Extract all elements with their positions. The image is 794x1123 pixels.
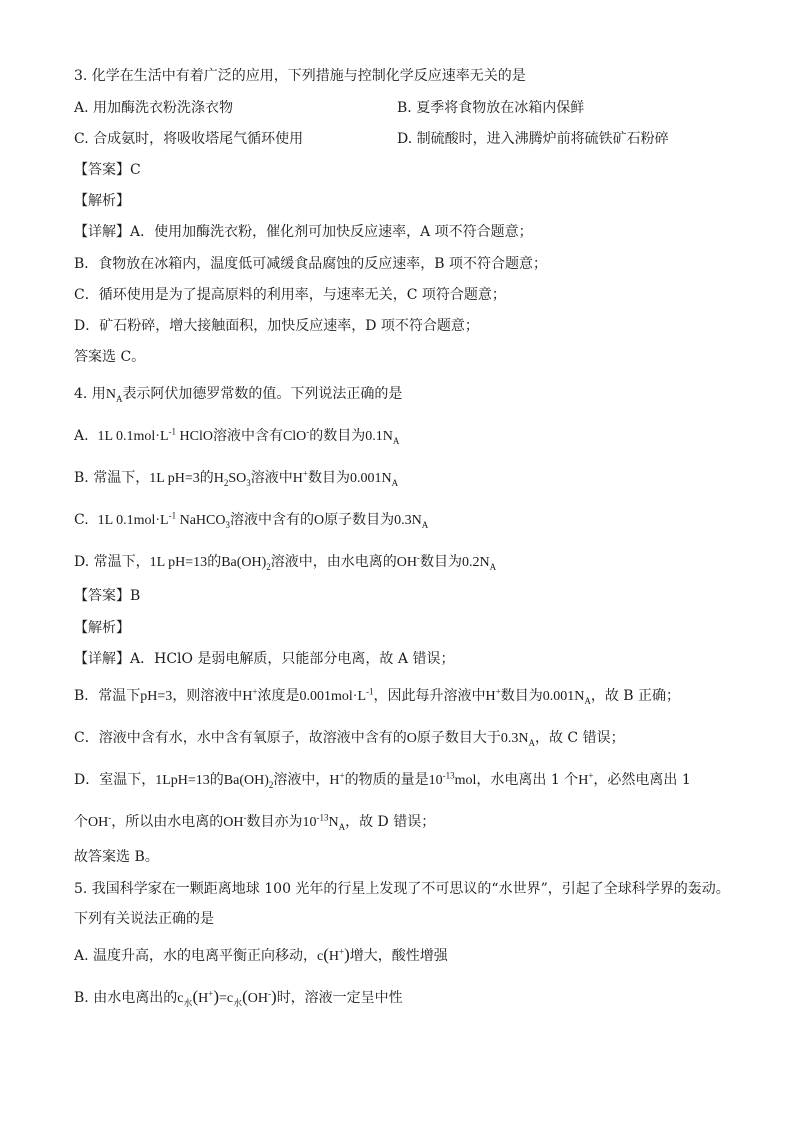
q4-option-d (74, 553, 496, 572)
text: ，所以由水电离的 (111, 814, 224, 830)
math-sub: A (528, 737, 535, 748)
q3-option-d: D. 制硫酸时，进入沸腾炉前将硫铁矿石粉碎 (397, 131, 669, 147)
paren-open: ( (242, 987, 248, 1006)
q5-stem-line2: 下列有关说法正确的是 (74, 911, 214, 927)
math-sub: A (584, 695, 591, 706)
q3-stem: 3. 化学在生活中有着广泛的应用，下列措施与控制化学反应速率无关的是 (74, 68, 526, 84)
text: ，故 D 错误； (345, 814, 436, 830)
q3-option-c: C. 合成氨时，将吸收塔尾气循环使用 (74, 131, 304, 147)
math-sup: -1 (366, 686, 374, 697)
q4-option-a (74, 427, 399, 446)
math-text: OH (223, 815, 244, 830)
text: 增大，酸性增强 (349, 948, 448, 964)
text: 原子数目为 (324, 512, 395, 528)
detail-tag: 【详解】 (74, 224, 130, 240)
answer-value: B (130, 588, 141, 604)
math-sub: 3 (225, 519, 230, 530)
q3-detail-c: C．循环使用是为了提高原料的利用率，与速率无关，C 项符合题意； (74, 287, 506, 303)
q5-stem-line1: 5. 我国科学家在一颗距离地球 100 光年的行星上发现了不可思议的“水世界”，引起了全球科学界的轰动。 (74, 881, 730, 897)
math-text: HClO (176, 429, 213, 444)
text: ，水电离出 1 个 (476, 772, 579, 788)
math-sup: - (268, 988, 272, 999)
text: 数目亦为 (246, 814, 303, 830)
q4-detail-d-cont (74, 813, 435, 832)
math-text: O (314, 513, 325, 528)
math-text: ClO (282, 429, 307, 444)
text: B. 常温下， (74, 470, 150, 486)
q3-conclusion: 答案选 C。 (74, 349, 146, 365)
math-sup: - (417, 552, 421, 563)
math-sup: -13 (442, 770, 455, 781)
text: ，故 C 错误； (534, 730, 625, 746)
text: 的物质的量是 (344, 772, 429, 788)
math-text: O (406, 731, 417, 746)
math-text: H (198, 991, 209, 1006)
math-text: 0.3N (500, 731, 529, 746)
text: C．溶液中含有水，水中含有氧原子，故溶液中含有的 (74, 730, 407, 746)
math-text: 10 (302, 815, 317, 830)
q3-analysis-tag: 【解析】 (74, 193, 130, 209)
paren-close: ) (271, 987, 277, 1006)
math-sub: A (391, 477, 399, 488)
text: D．室温下， (74, 772, 156, 788)
math-text: H (329, 773, 340, 788)
math-sup: - (306, 426, 310, 437)
math-text: mol (454, 773, 477, 788)
math-text: H (292, 471, 303, 486)
math-text: H (328, 949, 340, 964)
answer-tag: 【答案】 (74, 162, 130, 178)
na-sub: A (115, 393, 123, 404)
text: 溶液中，由水电离的 (270, 554, 397, 570)
text: A. 温度升高，水的电离平衡正向移动， (74, 948, 318, 964)
text: 溶液中含有的 (230, 512, 314, 528)
detail-text: A．HClO 是弱电解质，只能部分电离，故 A 错误； (130, 651, 455, 667)
option-label: C. (74, 512, 89, 528)
text: 的 (209, 772, 224, 788)
math-text: OH (247, 991, 269, 1006)
math-text: 0.3N (394, 513, 422, 528)
math-text: N (328, 815, 339, 830)
q3-detail-b: B．食物放在冰箱内，温度低可减缓食品腐蚀的反应速率，B 项不符合题意； (74, 256, 548, 272)
math-sup: + (495, 686, 501, 697)
q5-option-b (74, 988, 403, 1008)
math-text: Ba(OH) (223, 773, 269, 788)
q3-detail-a (74, 223, 533, 241)
math-sup: -1 (168, 426, 176, 437)
q4-detail-c (74, 729, 625, 748)
answer-value: C (130, 162, 141, 178)
q4-option-b (74, 469, 398, 488)
math-sub: 2 (223, 477, 229, 488)
q3-detail-d: D．矿石粉碎，增大接触面积，加快反应速率，D 项不符合题意； (74, 318, 479, 334)
math-sub: 2 (266, 561, 271, 572)
math-sup: + (339, 770, 345, 781)
math-text: OH (396, 555, 418, 570)
text: 数目为 (420, 554, 463, 570)
q4-answer (74, 587, 140, 605)
math-sup: -1 (168, 510, 177, 521)
math-sub: 3 (246, 477, 251, 488)
text: 溶液中含有 (212, 428, 283, 444)
text: 的 (207, 554, 222, 570)
math-text: 0.001N (349, 471, 392, 486)
q3-answer (74, 161, 141, 179)
math-sub: 水 (233, 998, 243, 1009)
text: 溶液中 (250, 470, 293, 486)
q4-stem (74, 385, 402, 404)
math-text: OH (88, 815, 109, 830)
math-sup: - (243, 812, 247, 823)
text: ，因此每升溶液中 (373, 688, 486, 704)
math-text: H (578, 773, 589, 788)
answer-tag: 【答案】 (74, 588, 130, 604)
paren-open: ( (323, 945, 329, 964)
math-text: H (485, 689, 496, 704)
math-text: 0.2N (462, 555, 490, 570)
math-text: 1L pH=3 (149, 471, 200, 486)
math-sup: + (252, 686, 258, 697)
math-text: H (213, 471, 224, 486)
na-n: N (105, 387, 116, 402)
na-symbol (106, 387, 123, 402)
math-sup: + (302, 468, 308, 479)
math-sup: -13 (316, 812, 329, 823)
q4-option-c (74, 511, 428, 530)
math-sub: A (338, 821, 346, 832)
text: 浓度是 (257, 688, 300, 704)
q4-stem-part: 4. 用 (74, 386, 106, 402)
q4-stem-part: 表示阿伏加德罗常数的值。下列说法正确的是 (122, 386, 403, 402)
math-sub: A (421, 519, 429, 530)
math-sub: A (392, 435, 400, 446)
math-text: 1L 0.1mol·L (97, 513, 169, 528)
math-text: c (177, 991, 184, 1006)
math-sup: + (339, 946, 345, 957)
q5-option-a (74, 946, 448, 966)
math-sub: 2 (268, 779, 274, 790)
detail-text: A．使用加酶洗衣粉，催化剂可加快反应速率，A 项不符合题意； (130, 224, 533, 240)
q4-analysis-tag: 【解析】 (74, 620, 130, 636)
option-label: A. (74, 428, 89, 444)
math-text: SO (228, 471, 247, 486)
math-sup: - (108, 812, 112, 823)
math-text: Ba(OH) (221, 555, 267, 570)
math-sup: + (208, 988, 214, 999)
text: 溶液中， (273, 772, 330, 788)
text: D. 常温下， (74, 554, 150, 570)
math-text: =c (218, 991, 234, 1006)
text: ，故 B 正确； (590, 688, 681, 704)
math-text: 10 (428, 773, 443, 788)
q3-option-b: B. 夏季将食物放在冰箱内保鲜 (397, 100, 585, 116)
math-text: c (317, 949, 324, 964)
text: B．常温下 (74, 688, 141, 704)
q4-conclusion: 故答案选 B。 (74, 849, 159, 865)
math-sub: 水 (183, 998, 193, 1009)
text: 数目为 (307, 470, 350, 486)
paren-open: ( (192, 987, 199, 1006)
math-text: 0.1N (365, 429, 393, 444)
math-text: 1L 0.1mol·L (97, 429, 169, 444)
text: 的数目为 (309, 428, 366, 444)
text: B. 由水电离出的 (74, 990, 178, 1006)
math-text: 1LpH=13 (155, 773, 210, 788)
math-text: 0.001mol·L (299, 689, 367, 704)
math-text: H (242, 689, 253, 704)
text: 时，溶液一定呈中性 (276, 990, 403, 1006)
math-text: 0.001N (542, 689, 585, 704)
paren-close: ) (344, 945, 350, 964)
text: ，必然电离出 1 (593, 772, 691, 788)
math-sup: + (588, 770, 594, 781)
math-text: pH=3 (140, 689, 173, 704)
math-sub: A (489, 561, 497, 572)
q3-option-a: A. 用加酶洗衣粉洗涤衣物 (74, 100, 234, 116)
text: 原子数目大于 (416, 730, 501, 746)
text: 数目为 (500, 688, 543, 704)
detail-tag: 【详解】 (74, 651, 130, 667)
q4-detail-a (74, 650, 454, 668)
q4-detail-d (74, 771, 691, 790)
math-text: NaHCO (176, 513, 226, 528)
text: ，则溶液中 (172, 688, 243, 704)
math-text: 1L pH=13 (149, 555, 208, 570)
text: 的 (199, 470, 214, 486)
paren-close: ) (213, 987, 219, 1006)
text: 个 (74, 814, 88, 830)
q4-detail-b (74, 687, 680, 706)
